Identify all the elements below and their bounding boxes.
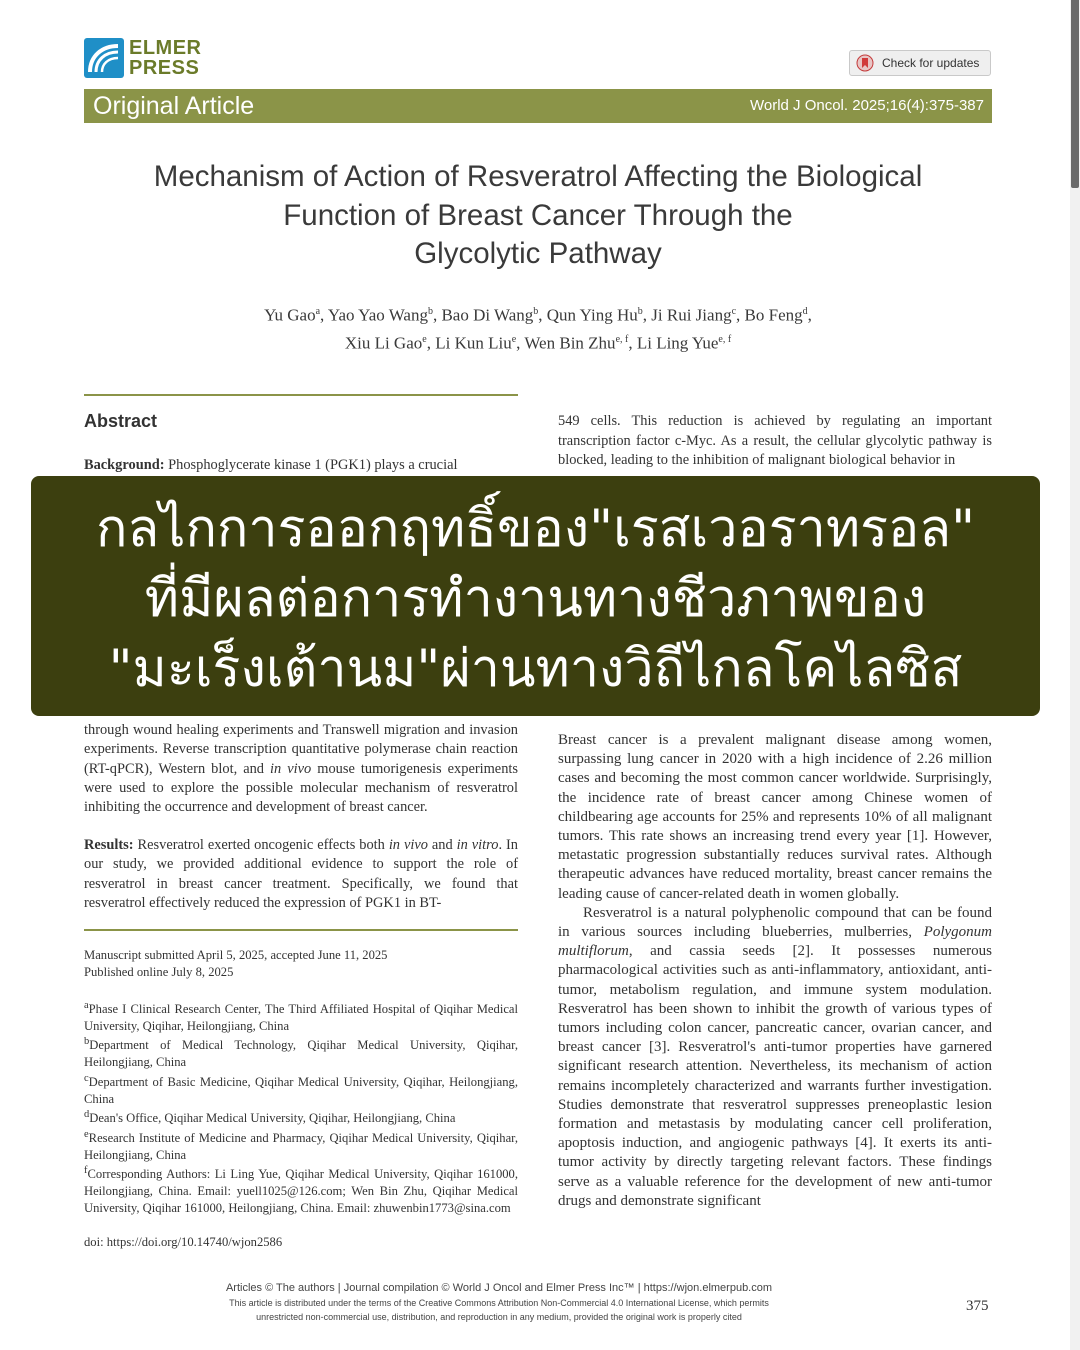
page-footer: Articles © The authors | Journal compilation © World J Oncol and Elmer Press Inc™ | https://wjon.elmerpub.com This article is distributed under the terms of the Creative Commons Attribution Non-Commercial 4.0 International License, which permits unrestricted non-commercial use, distribution, and reproduction in any medium, provided the original work is properly cited [225, 1282, 773, 1322]
affiliation-item: $^d$Dean's Office, Qiqihar Medical University, Qiqihar, Heilongjiang, China [84, 1109, 456, 1126]
abstract-top-rule [84, 394, 518, 396]
affiliation-item: $^e$Research Institute of Medicine and Pharmacy, Qiqihar Medical University, Qiqihar, Heilongjiang, China [84, 1128, 518, 1162]
abstract-results: Results: Resveratrol exerted oncogenic effects both in vivo and in vitro. In our study, we provided additional evidence to support the role of resveratrol in breast cancer treatment. Specifically, we found that resveratrol effectively reduced the expression of PGK1 in BT- [84, 837, 518, 911]
manuscript-dates: Manuscript submitted April 5, 2025, accepted June 11, 2025 Published online July 8, 2025 [84, 948, 388, 979]
publisher-name: ELMER PRESS [129, 37, 202, 79]
author-list: Yu Gao$^a$, Yao Yao Wang$^b$, Bao Di Wang$^b$, Qun Ying Hu$^b$, Ji Rui Jiang$^c$, Bo Feng$^d$, Xiu Li Gao$^e$, Li Kun Liu$^e$, Wen Bin Zhu$^{e, f}$, Li Ling Yue$^{e, f}$ [264, 305, 812, 353]
article-title: Mechanism of Action of Resveratrol Affecting the Biological Function of Breast Cancer Through the Glycolytic Pathway [153, 160, 923, 270]
article-type: Original Article [93, 92, 255, 120]
check-for-updates-button[interactable] [849, 50, 991, 76]
scrollbar-thumb[interactable] [1071, 0, 1079, 188]
page-number: 375 [966, 1298, 989, 1314]
affiliation-item: $^c$Department of Basic Medicine, Qiqihar Medical University, Qiqihar, Heilongjiang, China [84, 1072, 518, 1106]
crossmark-icon [856, 54, 874, 72]
article-banner [84, 89, 992, 123]
overlay-caption: กลไกการออกฤทธิ์ของ"เรสเวอราทรอล" ที่มีผลต่อการทำงานทางชีวภาพของ "มะเร็งเต้านม"ผ่านทางวิถีไกลโคไลซิส [95, 499, 976, 699]
scrollbar-track[interactable] [1070, 0, 1080, 1350]
publisher-logo [84, 38, 209, 80]
abstract-methods: through wound healing experiments and Transwell migration and invasion experiments. Reverse transcription quantitative polymerase chain reaction (RT-qPCR), Western blot, and in vivo mouse tumorigenesis experiments were used to explore the possible molecular mechanism of resveratrol inhibiting the occurrence and development of breast cancer. [84, 722, 518, 816]
doi-link[interactable]: doi: https://doi.org/10.14740/wjon2586 [84, 1235, 283, 1249]
thai-title-overlay [31, 476, 1040, 716]
abstract-continued: 549 cells. This reduction is achieved by regulating an important transcription factor c-Myc. As a result, the cellular glycolytic pathway is blocked, leading to the inhibition of malignant biological behavior in [558, 413, 992, 468]
journal-citation: World J Oncol. 2025;16(4):375-387 [749, 97, 984, 114]
abstract-heading: Abstract [84, 411, 158, 431]
elmer-logo-icon [84, 38, 124, 78]
affiliations [84, 998, 518, 1216]
affiliation-item: $^f$Corresponding Authors: Li Ling Yue, Qiqihar Medical University, Qiqihar 161000, Heilongjiang, China. Email: yuell1025@126.com; Wen Bin Zhu, Qiqihar Medical University, Qiqihar 161000, Heilongjiang, China. Email: zhuwenbin1773@sina.com [84, 1165, 518, 1215]
check-for-updates-label: Check for updates [882, 56, 980, 70]
affiliation-item: $^a$Phase I Clinical Research Center, The Third Affiliated Hospital of Qiqihar Medical University, Qiqihar, Heilongjiang, China [84, 1000, 518, 1033]
abstract-bottom-rule [84, 929, 518, 931]
introduction-text: Breast cancer is a prevalent malignant disease among women, surpassing lung cancer in 2020 with a high incidence of 2.26 million cases and becoming the most common cancer worldwide. Surprisingly, the incidence rate of breast cancer among Chinese women of childbearing age accounts for 25% and represents 10% of all malignant tumors. This rate shows an increasing trend every year [1]. However, metastatic progression substantially reduces survival rates. Although therapeutic advances have reduced mortality, breast cancer remains the leading cause of cancer-related death in women globally. Resveratrol is a natural polyphenolic compound that can be found in various sources including blueberries, mulberries, Polygonum multiflorum, and cassia seeds [2]. It possesses numerous pharmacological activities such as anti-inflammatory, antioxidant, anti-tumor, metabolism regulation, and immune system modulation. Resveratrol has been shown to inhibit the growth of various types of tumors including colon cancer, pancreatic cancer, ovarian cancer, and breast cancer [3]. Resveratrol's anti-tumor properties have garnered significant research attention. Nevertheless, its mechanism of action remains incompletely characterized and warrants further investigation. Studies demonstrate that resveratrol suppresses preneoplastic lesion formation and metastasis by modulating cancer cell proliferation, apoptosis induction, and angiogenic pathways [4]. It exerts its anti-tumor activity by directly targeting relevant factors. These findings serve as a valuable reference for the development of new anti-tumor drugs and demonstrate significant [558, 732, 992, 1209]
abstract-background: Background: Phosphoglycerate kinase 1 (PGK1) plays a crucial [84, 457, 458, 473]
affiliation-item: $^b$Department of Medical Technology, Qiqihar Medical University, Qiqihar, Heilongjiang, China [84, 1036, 518, 1070]
